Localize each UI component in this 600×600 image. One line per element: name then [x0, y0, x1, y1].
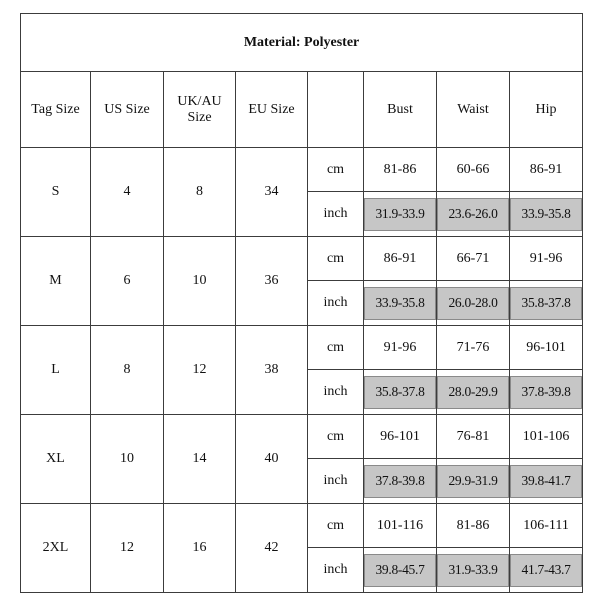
waist-cm-value: 60-66 — [437, 148, 510, 192]
tag-size-cell: XL — [21, 415, 91, 504]
bust-inch-cell — [364, 370, 437, 415]
header-uk-au-line1: UK/AU — [177, 93, 222, 109]
eu-size-cell: 40 — [236, 415, 308, 504]
header-uk-au-size — [164, 72, 236, 148]
unit-inch-label: inch — [308, 370, 364, 415]
unit-cm-label: cm — [308, 504, 364, 548]
hip-cm-value: 91-96 — [510, 237, 583, 281]
bust-inch-cell — [364, 281, 437, 326]
waist-inch-cell — [437, 459, 510, 504]
waist-inch-value: 23.6-26.0 — [437, 198, 509, 231]
us-size-cell: 4 — [91, 148, 164, 237]
eu-size-cell: 34 — [236, 148, 308, 237]
tag-size-cell: M — [21, 237, 91, 326]
bust-cm-value: 101-116 — [364, 504, 437, 548]
waist-inch-value: 26.0-28.0 — [437, 287, 509, 320]
eu-size-cell: 38 — [236, 326, 308, 415]
waist-inch-value: 29.9-31.9 — [437, 465, 509, 498]
hip-inch-cell — [510, 548, 583, 593]
hip-cm-value: 96-101 — [510, 326, 583, 370]
waist-cm-value: 81-86 — [437, 504, 510, 548]
hip-inch-value: 39.8-41.7 — [510, 465, 582, 498]
unit-inch-label: inch — [308, 459, 364, 504]
bust-inch-value: 31.9-33.9 — [364, 198, 436, 231]
bust-cm-value: 81-86 — [364, 148, 437, 192]
size-row-cm — [21, 504, 583, 548]
header-unit — [308, 72, 364, 148]
bust-inch-value: 37.8-39.8 — [364, 465, 436, 498]
uk-au-size-cell: 14 — [164, 415, 236, 504]
waist-cm-value: 76-81 — [437, 415, 510, 459]
header-tag-size: Tag Size — [21, 72, 91, 148]
bust-cm-value: 91-96 — [364, 326, 437, 370]
header-bust: Bust — [364, 72, 437, 148]
uk-au-size-cell: 12 — [164, 326, 236, 415]
bust-inch-cell — [364, 548, 437, 593]
hip-inch-value: 37.8-39.8 — [510, 376, 582, 409]
material-title: Material: Polyester — [21, 14, 583, 72]
waist-inch-cell — [437, 370, 510, 415]
header-uk-au-line2: Size — [187, 109, 212, 125]
title-row — [21, 14, 583, 72]
hip-inch-value: 41.7-43.7 — [510, 554, 582, 587]
us-size-cell: 8 — [91, 326, 164, 415]
bust-cm-value: 86-91 — [364, 237, 437, 281]
us-size-cell: 12 — [91, 504, 164, 593]
hip-inch-cell — [510, 281, 583, 326]
size-row-cm — [21, 148, 583, 192]
bust-inch-value: 33.9-35.8 — [364, 287, 436, 320]
unit-cm-label: cm — [308, 237, 364, 281]
header-hip: Hip — [510, 72, 583, 148]
tag-size-cell: S — [21, 148, 91, 237]
tag-size-cell: 2XL — [21, 504, 91, 593]
size-row-cm — [21, 326, 583, 370]
us-size-cell: 6 — [91, 237, 164, 326]
us-size-cell: 10 — [91, 415, 164, 504]
waist-cm-value: 71-76 — [437, 326, 510, 370]
waist-inch-value: 31.9-33.9 — [437, 554, 509, 587]
bust-inch-value: 39.8-45.7 — [364, 554, 436, 587]
hip-inch-value: 35.8-37.8 — [510, 287, 582, 320]
uk-au-size-cell: 16 — [164, 504, 236, 593]
header-waist: Waist — [437, 72, 510, 148]
hip-cm-value: 86-91 — [510, 148, 583, 192]
uk-au-size-cell: 10 — [164, 237, 236, 326]
unit-cm-label: cm — [308, 326, 364, 370]
header-eu-size: EU Size — [236, 72, 308, 148]
hip-inch-cell — [510, 459, 583, 504]
header-us-size: US Size — [91, 72, 164, 148]
unit-cm-label: cm — [308, 148, 364, 192]
unit-inch-label: inch — [308, 281, 364, 326]
bust-inch-cell — [364, 459, 437, 504]
hip-inch-cell — [510, 192, 583, 237]
hip-cm-value: 101-106 — [510, 415, 583, 459]
size-chart-table — [20, 13, 583, 593]
size-row-cm — [21, 237, 583, 281]
uk-au-size-cell: 8 — [164, 148, 236, 237]
eu-size-cell: 42 — [236, 504, 308, 593]
bust-inch-value: 35.8-37.8 — [364, 376, 436, 409]
bust-cm-value: 96-101 — [364, 415, 437, 459]
hip-inch-value: 33.9-35.8 — [510, 198, 582, 231]
header-row — [21, 72, 583, 148]
eu-size-cell: 36 — [236, 237, 308, 326]
hip-inch-cell — [510, 370, 583, 415]
unit-cm-label: cm — [308, 415, 364, 459]
waist-inch-cell — [437, 281, 510, 326]
unit-inch-label: inch — [308, 548, 364, 593]
tag-size-cell: L — [21, 326, 91, 415]
waist-inch-cell — [437, 192, 510, 237]
bust-inch-cell — [364, 192, 437, 237]
waist-cm-value: 66-71 — [437, 237, 510, 281]
hip-cm-value: 106-111 — [510, 504, 583, 548]
size-row-cm — [21, 415, 583, 459]
unit-inch-label: inch — [308, 192, 364, 237]
waist-inch-cell — [437, 548, 510, 593]
waist-inch-value: 28.0-29.9 — [437, 376, 509, 409]
